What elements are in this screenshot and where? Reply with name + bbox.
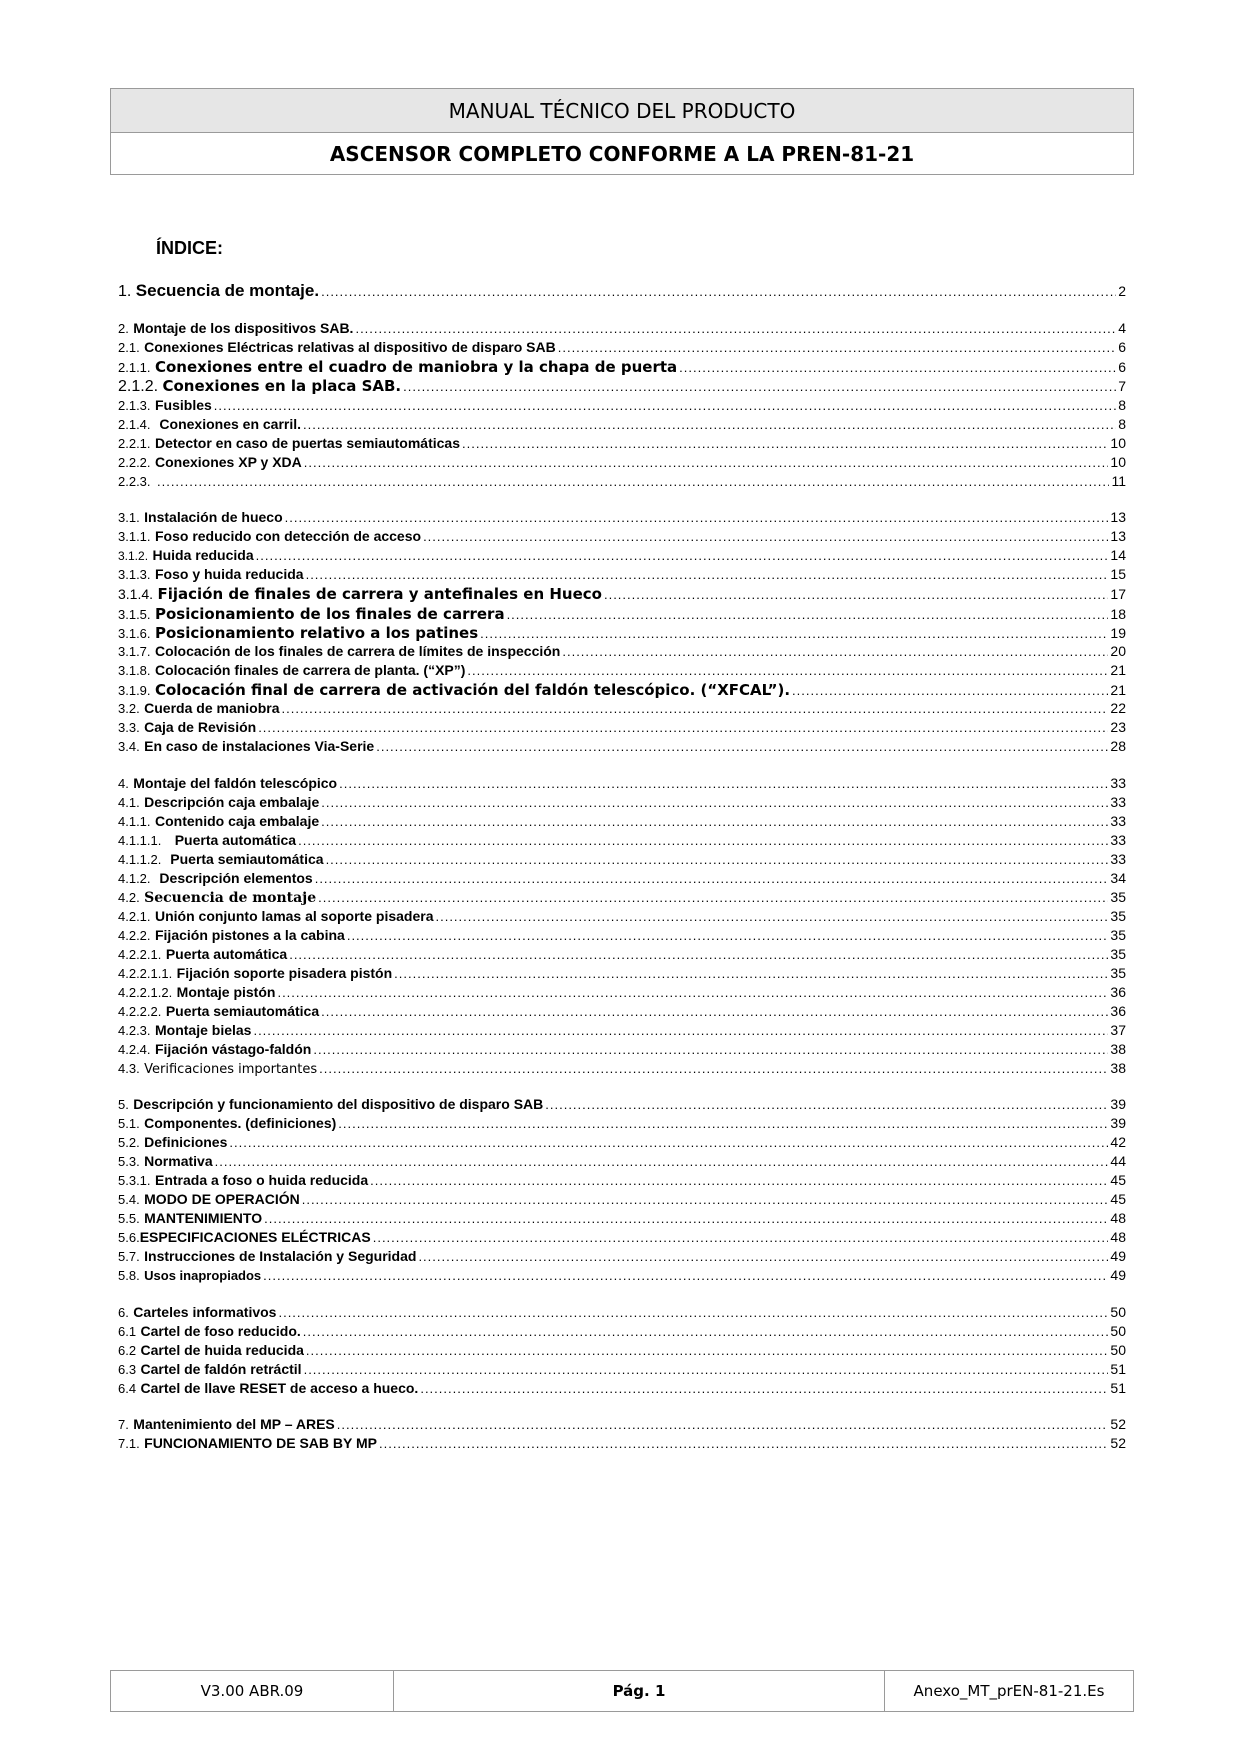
- toc-entry[interactable]: 5.6. ESPECIFICACIONES ELÉCTRICAS ..... 48: [118, 1229, 1126, 1248]
- toc-entry[interactable]: 3.4. En caso de instalaciones Via-Serie ..... 28: [118, 738, 1126, 757]
- toc-entry[interactable]: 5.2. Definiciones ..... 42: [118, 1134, 1126, 1153]
- toc-entry[interactable]: 4.2.2.1.1. Fijación soporte pisadera pistón ..... 35: [118, 965, 1126, 984]
- toc-entry[interactable]: 5.3.1. Entrada a foso o huida reducida ..... 45: [118, 1172, 1126, 1191]
- footer-version: V3.00 ABR.09: [111, 1671, 394, 1711]
- toc-entry[interactable]: 2. Montaje de los dispositivos SAB. ..... 4: [118, 320, 1126, 339]
- toc-entry[interactable]: 2.1.2. Conexiones en la placa SAB. ..... 7: [118, 377, 1126, 396]
- toc-entry[interactable]: 5.8. Usos inapropiados ..... 49: [118, 1267, 1126, 1286]
- toc-entry[interactable]: 4. Montaje del faldón telescópico ..... 33: [118, 775, 1126, 794]
- toc-entry[interactable]: 3.1. Instalación de hueco ..... 13: [118, 509, 1126, 528]
- toc-entry[interactable]: 2.1.3. Fusibles ..... 8: [118, 397, 1126, 416]
- toc-entry[interactable]: 4.2.2.2. Puerta semiautomática ..... 36: [118, 1003, 1126, 1022]
- toc-entry[interactable]: 4.2. Secuencia de montaje ..... 35: [118, 889, 1126, 908]
- toc-entry[interactable]: 6.1 Cartel de foso reducido. ..... 50: [118, 1323, 1126, 1342]
- toc-entry[interactable]: 3.3. Caja de Revisión ..... 23: [118, 719, 1126, 738]
- toc-entry[interactable]: 3.1.7. Colocación de los finales de carrera de límites de inspección ..... 20: [118, 643, 1126, 662]
- toc-entry[interactable]: 2.2.1. Detector en caso de puertas semiautomáticas ..... 10: [118, 435, 1126, 454]
- toc-entry[interactable]: 4.2.2. Fijación pistones a la cabina ..... 35: [118, 927, 1126, 946]
- toc-entry[interactable]: 6.2 Cartel de huida reducida ..... 50: [118, 1342, 1126, 1361]
- toc-entry[interactable]: 2.2.2. Conexiones XP y XDA ..... 10: [118, 454, 1126, 473]
- toc-entry[interactable]: 3.1.8. Colocación finales de carrera de planta. (“XP”) ..... 21: [118, 662, 1126, 681]
- toc-entry[interactable]: 5.7. Instrucciones de Instalación y Seguridad ..... 49: [118, 1248, 1126, 1267]
- toc-entry[interactable]: 4.2.2.1.2. Montaje pistón ..... 36: [118, 984, 1126, 1003]
- toc-entry[interactable]: 4.1.1.2. Puerta semiautomática ..... 33: [118, 851, 1126, 870]
- toc-entry[interactable]: 3.1.4. Fijación de finales de carrera y antefinales en Hueco ..... 17: [118, 585, 1126, 604]
- toc-entry[interactable]: 6.4 Cartel de llave RESET de acceso a hueco. ..... 51: [118, 1380, 1126, 1399]
- toc-entry[interactable]: 1. Secuencia de montaje. ..... 2: [118, 281, 1126, 300]
- toc-entry[interactable]: 5.3. Normativa ..... 44: [118, 1153, 1126, 1172]
- toc-entry[interactable]: 2.2.3. ..... 11: [118, 473, 1126, 492]
- product-title: ASCENSOR COMPLETO CONFORME A LA PREN-81-21: [329, 141, 915, 166]
- toc-entry[interactable]: 4.2.4. Fijación vástago-faldón ..... 38: [118, 1041, 1126, 1060]
- toc-entry[interactable]: 6. Carteles informativos ..... 50: [118, 1304, 1126, 1323]
- toc-entry[interactable]: 7.1. FUNCIONAMIENTO DE SAB BY MP ..... 52: [118, 1435, 1126, 1454]
- toc-entry[interactable]: 3.1.3. Foso y huida reducida ..... 15: [118, 566, 1126, 585]
- toc-entry[interactable]: 3.1.2. Huida reducida ..... 14: [118, 547, 1126, 566]
- toc-entry[interactable]: 4.2.1. Unión conjunto lamas al soporte pisadera ..... 35: [118, 908, 1126, 927]
- footer-document-id: Anexo_MT_prEN-81-21.Es: [913, 1682, 1105, 1700]
- toc-entry[interactable]: 4.3. Verificaciones importantes ..... 38: [118, 1060, 1126, 1079]
- toc-entry[interactable]: 4.1.2. Descripción elementos ..... 34: [118, 870, 1126, 889]
- manual-title: MANUAL TÉCNICO DEL PRODUCTO: [111, 89, 1133, 133]
- index-heading: ÍNDICE:: [156, 238, 223, 258]
- toc-entry[interactable]: 2.1. Conexiones Eléctricas relativas al dispositivo de disparo SAB ..... 6: [118, 339, 1126, 358]
- footer-page-number: Pág. 1: [394, 1671, 885, 1711]
- toc-entry[interactable]: 7. Mantenimiento del MP – ARES ..... 52: [118, 1416, 1126, 1435]
- toc-entry[interactable]: 4.1.1. Contenido caja embalaje ..... 33: [118, 813, 1126, 832]
- toc-entry[interactable]: 2.1.4. Conexiones en carril. ..... 8: [118, 416, 1126, 435]
- toc-entry[interactable]: 3.1.9. Colocación final de carrera de activación del faldón telescópico. (“XFCAL”). ..... 21: [118, 681, 1126, 700]
- toc-entry[interactable]: 4.2.2.1. Puerta automática ..... 35: [118, 946, 1126, 965]
- toc-entry[interactable]: 5.1. Componentes. (definiciones) ..... 39: [118, 1115, 1126, 1134]
- toc-entry[interactable]: 6.3 Cartel de faldón retráctil ..... 51: [118, 1361, 1126, 1380]
- document-header: [110, 88, 1134, 175]
- toc-entry[interactable]: 3.1.5. Posicionamiento de los finales de carrera ..... 18: [118, 605, 1126, 624]
- toc-entry[interactable]: 2.1.1. Conexiones entre el cuadro de maniobra y la chapa de puerta ..... 6: [118, 358, 1126, 377]
- toc-entry[interactable]: 5. Descripción y funcionamiento del dispositivo de disparo SAB ..... 39: [118, 1096, 1126, 1115]
- document-footer: [110, 1670, 1134, 1712]
- toc-entry[interactable]: 3.1.1. Foso reducido con detección de acceso ..... 13: [118, 528, 1126, 547]
- toc-entry[interactable]: 3.2. Cuerda de maniobra ..... 22: [118, 700, 1126, 719]
- toc-entry[interactable]: 4.2.3. Montaje bielas ..... 37: [118, 1022, 1126, 1041]
- toc-entry[interactable]: 5.4. MODO DE OPERACIÓN ..... 45: [118, 1191, 1126, 1210]
- toc-entry[interactable]: 5.5. MANTENIMIENTO ..... 48: [118, 1210, 1126, 1229]
- toc-entry[interactable]: 4.1.1.1. Puerta automática ..... 33: [118, 832, 1126, 851]
- toc-entry[interactable]: 3.1.6. Posicionamiento relativo a los patines ..... 19: [118, 624, 1126, 643]
- toc-entry[interactable]: 4.1. Descripción caja embalaje ..... 33: [118, 794, 1126, 813]
